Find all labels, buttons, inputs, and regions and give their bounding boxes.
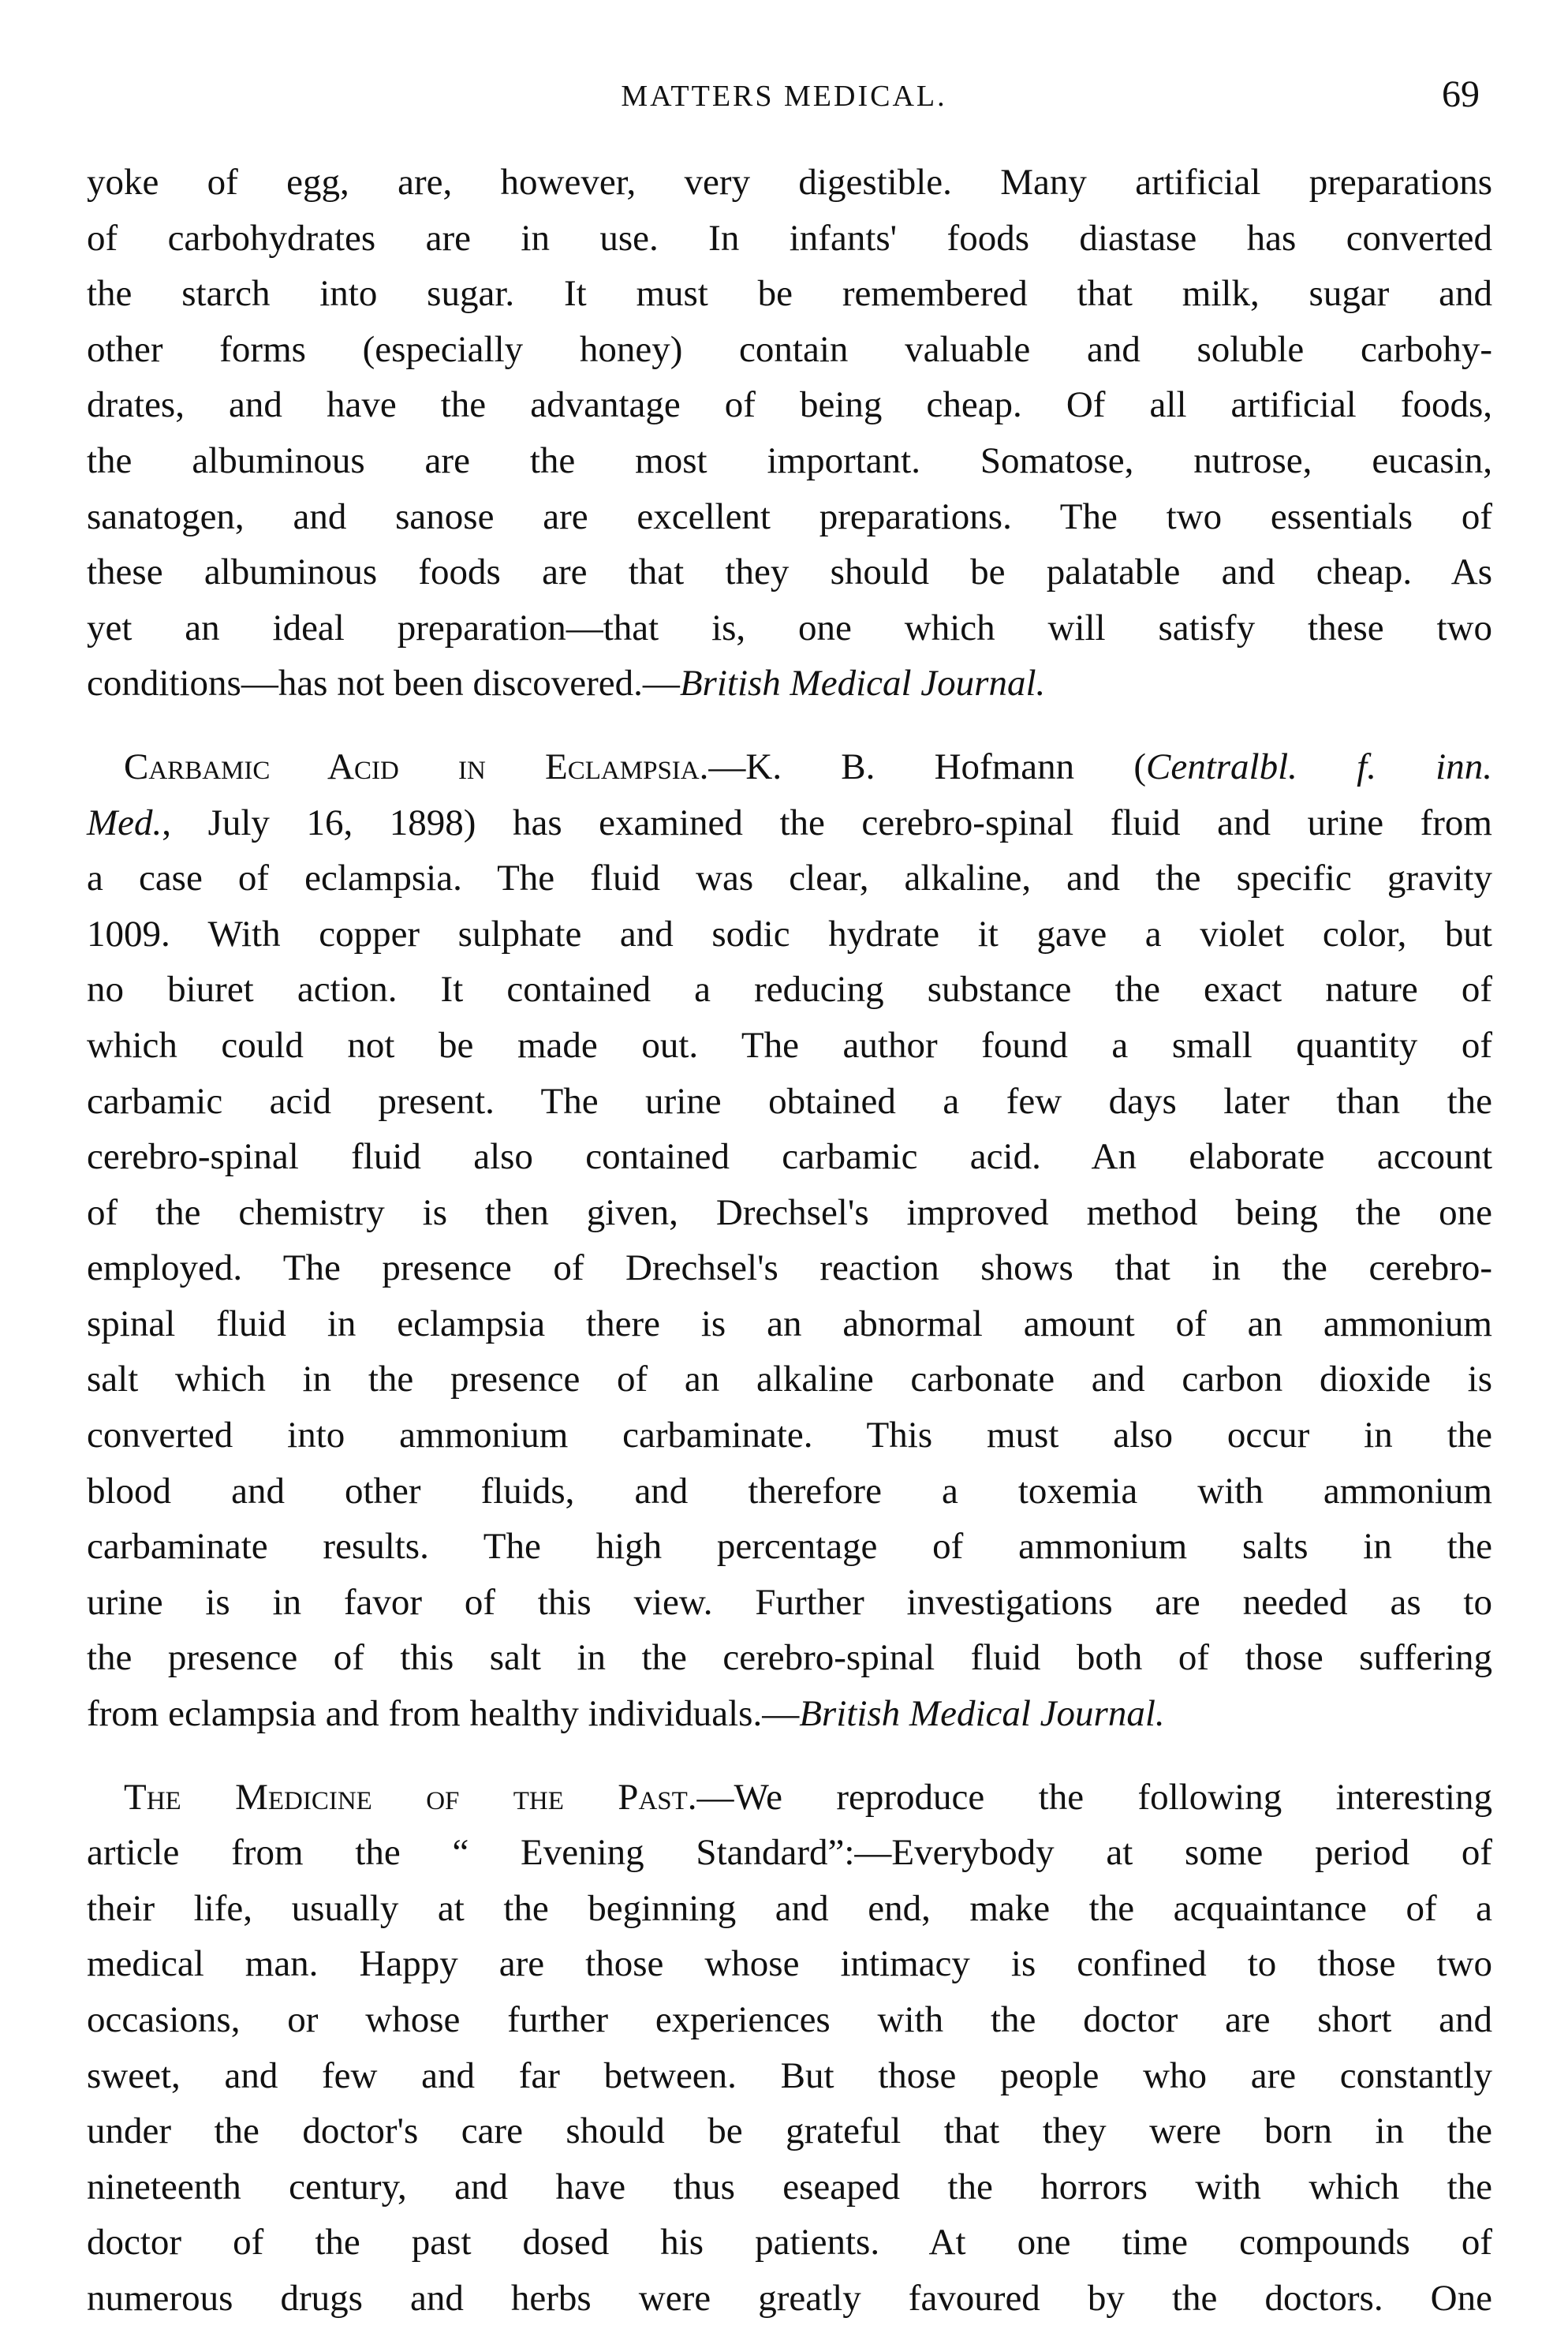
text-line: which could not be made out. The author found a small quantity of	[87, 1024, 1492, 1066]
text-line: yoke of egg, are, however, very digestible. Many artificial preparations	[87, 162, 1492, 203]
text-line: medical man. Happy are those whose intimacy is confined to those two	[87, 1943, 1492, 1985]
journal-citation: Med.	[87, 802, 162, 843]
paragraph-spacer	[87, 1742, 1492, 1770]
source-citation: British Medical Journal.	[679, 663, 1046, 705]
text-line: sweet, and few and far between. But those people who are constantly	[87, 2054, 1492, 2096]
text-line: carbamic acid present. The urine obtained a few days later than the	[87, 1080, 1492, 1122]
text-line: the presence of this salt in the cerebro-spinal fluid both of those suffering	[87, 1637, 1492, 1679]
text-line: cerebro-spinal fluid also contained carbamic acid. An elaborate account	[87, 1136, 1492, 1178]
text-line: of carbohydrates are in use. In infants' foods diastase has converted	[87, 217, 1492, 259]
page-number: 69	[1442, 73, 1480, 115]
section-heading: Carbamic Acid in Eclampsia.	[124, 746, 709, 787]
text-line	[87, 1686, 1492, 1742]
section-heading: The Medicine of the Past.	[124, 1776, 697, 1818]
text-line	[87, 739, 1492, 795]
text-line: yet an ideal preparation—that is, one which will satisfy these two	[87, 607, 1492, 649]
paragraph-medicine-past	[87, 1770, 1492, 2327]
text-line: nineteenth century, and have thus eseaped the horrors with which the	[87, 2166, 1492, 2208]
text-line: sanatogen, and sanose are excellent preparations. The two essentials of	[87, 495, 1492, 537]
journal-citation: Centralbl. f. inn.	[1146, 746, 1492, 787]
text-line	[87, 795, 1492, 851]
text-line: converted into ammonium carbaminate. This must also occur in the	[87, 1415, 1492, 1456]
text-fragment: from eclampsia and from healthy individuals.—	[87, 1693, 800, 1735]
text-fragment: —K. B. Hofmann (	[708, 746, 1146, 787]
text-line: urine is in favor of this view. Further investigations are needed as to	[87, 1581, 1492, 1623]
running-title: MATTERS MEDICAL.	[621, 80, 947, 113]
text-line: 1009. With copper sulphate and sodic hydrate it gave a violet color, but	[87, 913, 1492, 955]
text-line: no biuret action. It contained a reducing substance the exact nature of	[87, 969, 1492, 1011]
text-line: doctor of the past dosed his patients. At one time compounds of	[87, 2222, 1492, 2264]
text-line: spinal fluid in eclampsia there is an abnormal amount of an ammonium	[87, 1303, 1492, 1344]
text-line: carbaminate results. The high percentage of ammonium salts in the	[87, 1526, 1492, 1568]
text-line: article from the “ Evening Standard”:—Everybody at some period of	[87, 1832, 1492, 1874]
text-line: a case of eclampsia. The fluid was clear, alkaline, and the specific gravity	[87, 858, 1492, 899]
text-line	[87, 1770, 1492, 1826]
text-line: blood and other fluids, and therefore a toxemia with ammonium	[87, 1470, 1492, 1512]
body-text	[87, 155, 1492, 2327]
text-line: numerous drugs and herbs were greatly favoured by the doctors. One	[87, 2277, 1492, 2319]
text-line: under the doctor's care should be grateful that they were born in the	[87, 2110, 1492, 2152]
paragraph-carbamic-acid	[87, 739, 1492, 1742]
text-line: employed. The presence of Drechsel's reaction shows that in the cerebro-	[87, 1247, 1492, 1289]
text-fragment: conditions—has not been discovered.—	[87, 663, 680, 705]
paragraph-spacer	[87, 712, 1492, 739]
text-line: occasions, or whose further experiences with the doctor are short and	[87, 1999, 1492, 2040]
text-line: these albuminous foods are that they should be palatable and cheap. As	[87, 551, 1492, 593]
text-line: drates, and have the advantage of being cheap. Of all artificial foods,	[87, 384, 1492, 426]
text-line: of the chemistry is then given, Drechsel's improved method being the one	[87, 1191, 1492, 1233]
running-head	[0, 73, 1568, 120]
text-line: salt which in the presence of an alkaline carbonate and carbon dioxide is	[87, 1359, 1492, 1400]
text-line: the albuminous are the most important. Somatose, nutrose, eucasin,	[87, 439, 1492, 481]
text-line: their life, usually at the beginning and end, make the acquaintance of a	[87, 1887, 1492, 1929]
source-citation: British Medical Journal.	[799, 1693, 1165, 1735]
paragraph-infant-foods	[87, 155, 1492, 712]
text-line: the starch into sugar. It must be remembered that milk, sugar and	[87, 273, 1492, 315]
text-fragment: , July 16, 1898) has examined the cerebro-spinal fluid and urine from	[162, 802, 1492, 843]
text-fragment: —We reproduce the following interesting	[696, 1776, 1492, 1818]
text-line: other forms (especially honey) contain valuable and soluble carbohy-	[87, 328, 1492, 370]
text-line	[87, 656, 1492, 712]
